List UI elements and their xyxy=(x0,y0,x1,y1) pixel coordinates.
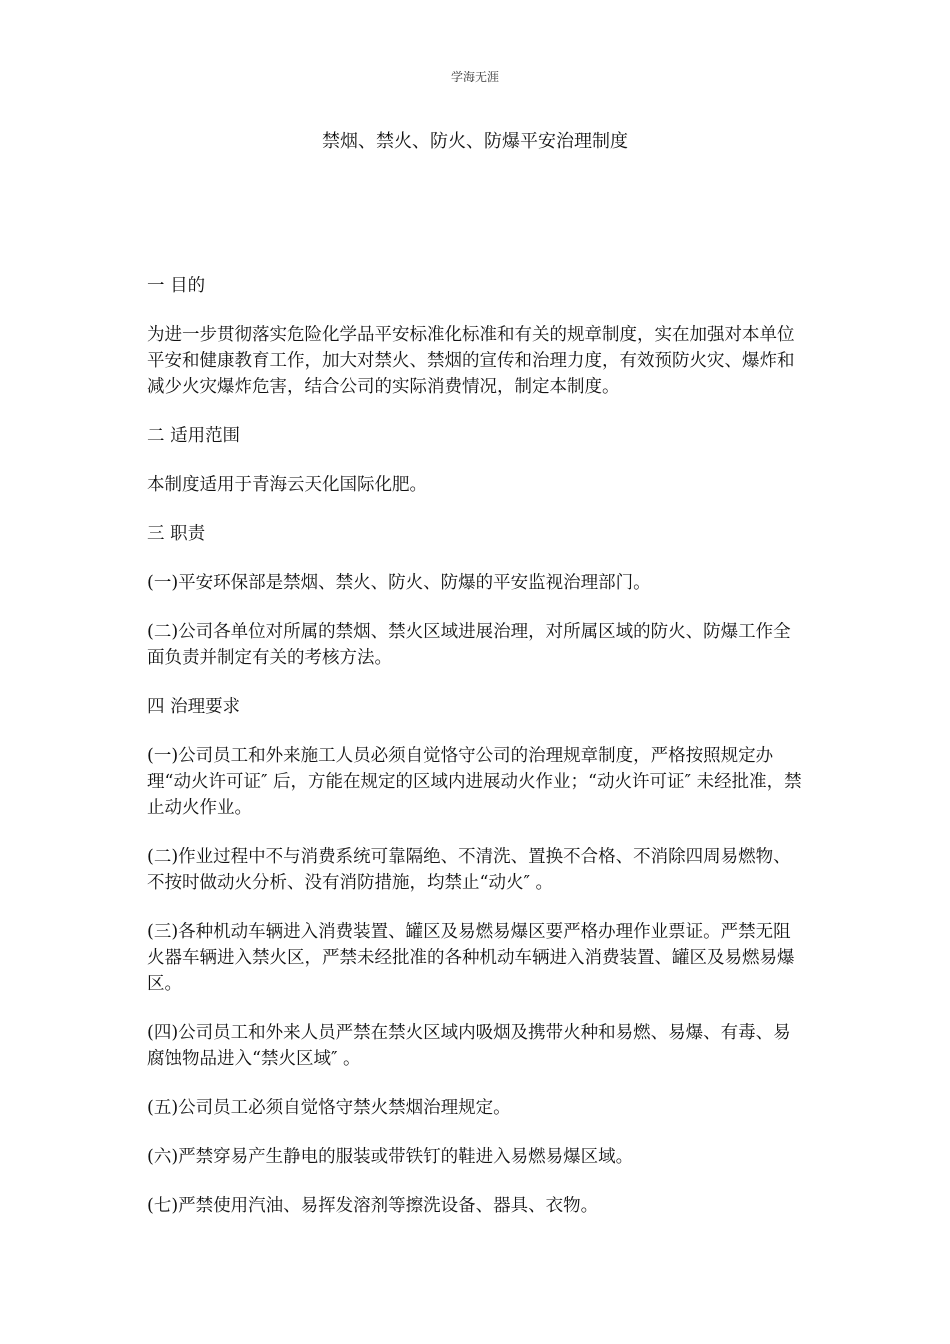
section-heading-purpose: 一 目的 xyxy=(147,276,206,296)
paragraph-purpose: 为进一步贯彻落实危险化学品平安标准化标准和有关的规章制度，实在加强对本单位平安和健康教育工作，加大对禁火、禁烟的宣传和治理力度，有效预防火灾、爆炸和减少火灾爆炸危害，结合公司的实际消费情况，制定本制度。 xyxy=(147,325,795,397)
section-heading-scope: 二 适用范围 xyxy=(147,426,241,446)
page-title: 禁烟、禁火、防火、防爆平安治理制度 xyxy=(322,131,628,152)
paragraph-requirement-7: (七)严禁使用汽油、易挥发溶剂等擦洗设备、器具、衣物。 xyxy=(147,1196,599,1216)
running-header: 学海无涯 xyxy=(450,70,499,84)
paragraph-requirement-4: (四)公司员工和外来人员严禁在禁火区域内吸烟及携带火种和易燃、易爆、有毒、易腐蚀物品进入“禁火区域″ 。 xyxy=(147,1023,791,1069)
paragraph-requirement-1: (一)公司员工和外来施工人员必须自觉恪守公司的治理规章制度，严格按照规定办理“动火许可证″ 后，方能在规定的区域内进展动火作业；“动火许可证″ 未经批准，禁止动火作业。 xyxy=(147,746,802,818)
document-body xyxy=(147,273,807,1242)
section-heading-duties: 三 职责 xyxy=(147,524,206,544)
paragraph-duty-1: (一)平安环保部是禁烟、禁火、防火、防爆的平安监视治理部门。 xyxy=(147,573,651,593)
paragraph-requirement-6: (六)严禁穿易产生静电的服装或带铁钉的鞋进入易燃易爆区域。 xyxy=(147,1147,634,1167)
paragraph-scope: 本制度适用于青海云天化国际化肥。 xyxy=(147,475,427,495)
paragraph-requirement-3: (三)各种机动车辆进入消费装置、罐区及易燃易爆区要严格办理作业票证。严禁无阻火器车辆进入禁火区，严禁未经批准的各种机动车辆进入消费装置、罐区及易燃易爆区。 xyxy=(147,922,795,994)
paragraph-requirement-5: (五)公司员工必须自觉恪守禁火禁烟治理规定。 xyxy=(147,1098,511,1118)
paragraph-requirement-2: (二)作业过程中不与消费系统可靠隔绝、不清洗、置换不合格、不消除四周易燃物、不按时做动火分析、没有消防措施，均禁止“动火″ 。 xyxy=(147,847,791,893)
section-heading-requirements: 四 治理要求 xyxy=(147,697,241,717)
paragraph-duty-2: (二)公司各单位对所属的禁烟、禁火区域进展治理，对所属区域的防火、防爆工作全面负责并制定有关的考核方法。 xyxy=(147,622,791,668)
